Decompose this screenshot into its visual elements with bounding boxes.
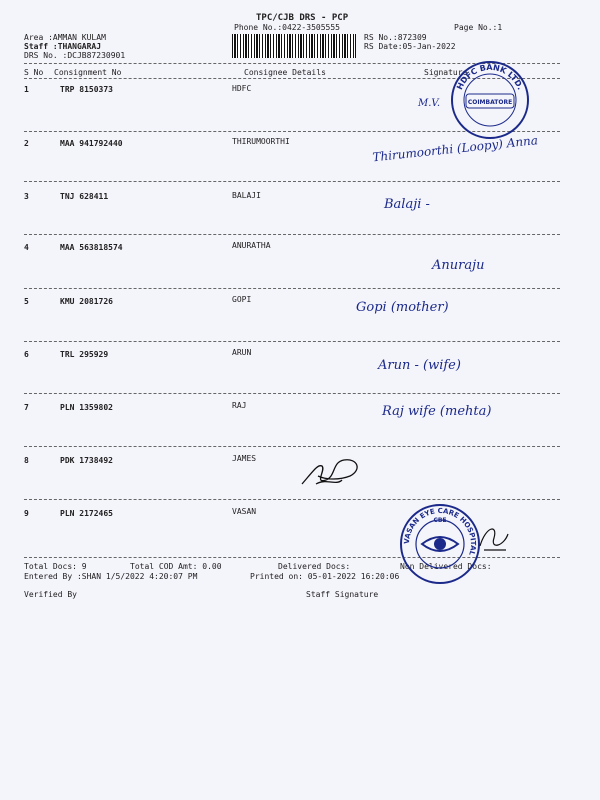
row-sno: 3 (24, 192, 29, 201)
row-divider (24, 499, 560, 500)
hospital-stamp (398, 502, 482, 586)
row-sno: 9 (24, 509, 29, 518)
row-consignment: PLN 1359802 (60, 403, 113, 412)
row-sno: 7 (24, 403, 29, 412)
row-consignee: ANURATHA (232, 241, 271, 250)
report-title: TPC/CJB DRS - PCP (256, 13, 349, 23)
row-signature: Thirumoorthi (Loopy) Anna (371, 133, 539, 165)
row-divider (24, 393, 560, 394)
row-signature: Arun - (wife) (378, 358, 461, 373)
row-consignment: MAA 563818574 (60, 243, 123, 252)
total-docs: Total Docs: 9 (24, 562, 87, 571)
row-consignment: PLN 2172465 (60, 509, 113, 518)
col-signature: Signature (424, 68, 468, 77)
row-consignee: JAMES (232, 454, 257, 463)
hospital-stamp-name: VASAN EYE CARE HOSPITAL (402, 506, 478, 557)
eye-icon (422, 537, 458, 551)
verified-by: Verified By (24, 590, 77, 599)
non-delivered-docs: Non Delivered Docs: (400, 562, 492, 571)
hospital-stamp-city: CBE (433, 517, 447, 524)
row-signature: Balaji - (384, 197, 430, 212)
bank-stamp (448, 58, 532, 142)
bank-stamp-city: COIMBATORE (467, 99, 513, 106)
signature-scribble (296, 440, 366, 496)
row-consignment: PDK 1738492 (60, 456, 113, 465)
barcode-image (232, 34, 356, 58)
rs-number: RS No.:872309 (364, 33, 427, 42)
drs-number: DRS No. :DCJB87230901 (24, 51, 126, 60)
row-sno: 1 (24, 85, 29, 94)
svg-text:HDFC BANK LTD. (455, 63, 525, 91)
row-divider (24, 341, 560, 342)
row-consignment: TNJ 628411 (60, 192, 109, 201)
stamp-initial-scribble (476, 516, 516, 556)
total-cod-amount: Total COD Amt: 0.00 (130, 562, 222, 571)
row-consignee: BALAJI (232, 191, 261, 200)
row-signature: Gopi (mother) (356, 300, 449, 315)
row-consignment: KMU 2081726 (60, 297, 113, 306)
staff-label: Staff :THANGARAJ (24, 42, 102, 51)
rs-date: RS Date:05-Jan-2022 (364, 42, 456, 51)
printed-on: Printed on: 05-01-2022 16:20:06 (250, 572, 400, 581)
row-consignee: HDFC (232, 84, 252, 93)
row-signature: Anuraju (432, 258, 485, 273)
row-consignment: TRP 8150373 (60, 85, 113, 94)
staff-signature: Staff Signature (306, 590, 379, 599)
col-consignment: Consignment No (54, 68, 122, 77)
entered-by: Entered By :SHAN 1/5/2022 4:20:07 PM (24, 572, 198, 581)
delivered-docs: Delivered Docs: (278, 562, 351, 571)
row-divider (24, 234, 560, 235)
row-consignee: ARUN (232, 348, 252, 357)
row-consignee: RAJ (232, 401, 247, 410)
bank-stamp-name: HDFC BANK LTD. (455, 62, 525, 92)
row-divider (24, 446, 560, 447)
row-signature: M.V. (418, 98, 441, 109)
page-number: Page No.:1 (454, 23, 503, 32)
phone-number: Phone No.:0422-3505555 (234, 23, 340, 32)
row-consignee: THIRUMOORTHI (232, 137, 290, 146)
row-consignment: TRL 295929 (60, 350, 109, 359)
row-sno: 2 (24, 139, 29, 148)
row-sno: 4 (24, 243, 29, 252)
row-divider (24, 288, 560, 289)
row-sno: 8 (24, 456, 29, 465)
row-consignee: GOPI (232, 295, 252, 304)
col-consignee: Consignee Details (244, 68, 326, 77)
row-consignment: MAA 941792440 (60, 139, 123, 148)
row-sno: 5 (24, 297, 29, 306)
row-divider (24, 181, 560, 182)
area-label: Area :AMMAN KULAM (24, 33, 106, 42)
col-sno: S No (24, 68, 44, 77)
row-consignee: VASAN (232, 507, 257, 516)
row-sno: 6 (24, 350, 29, 359)
row-signature: Raj wife (mehta) (382, 404, 492, 419)
